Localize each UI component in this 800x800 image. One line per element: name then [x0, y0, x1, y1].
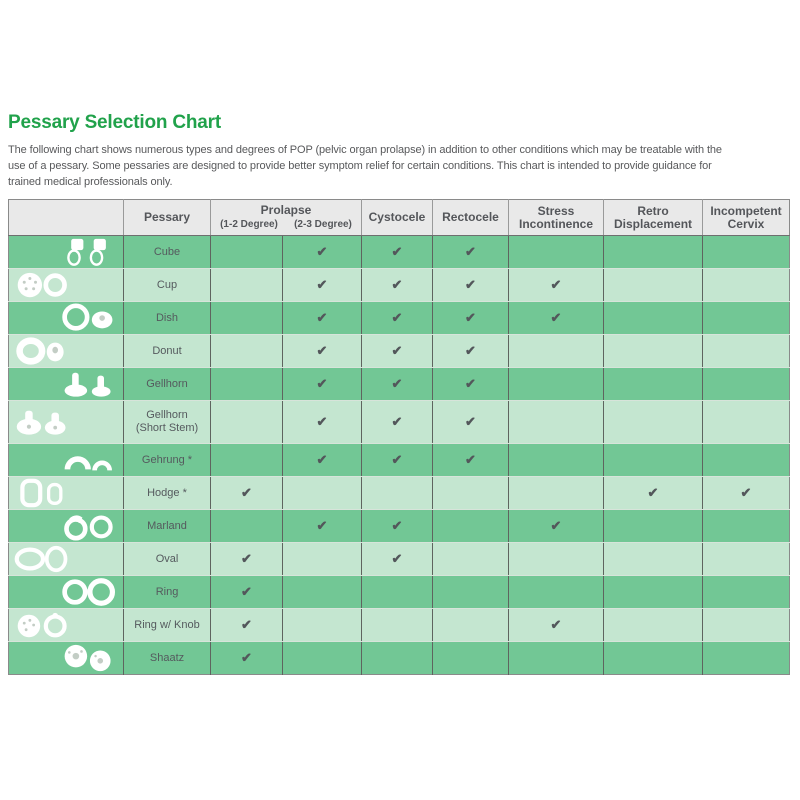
intro-paragraph: [8, 142, 792, 190]
check-cell: ✔: [433, 444, 509, 477]
check-cell: [211, 236, 283, 269]
check-cell: ✔: [433, 368, 509, 401]
check-cell: [703, 236, 790, 269]
check-cell: [604, 269, 703, 302]
header-prolapse-degree-1: (1-2 Degree): [220, 219, 278, 230]
check-cell: [703, 401, 790, 444]
check-cell: [211, 269, 283, 302]
check-cell: ✔: [362, 236, 433, 269]
check-cell: ✔: [283, 302, 362, 335]
oval-pessary-photo: [14, 544, 72, 574]
pessary-name: Marland: [124, 510, 211, 543]
intro-line-1: The following chart shows numerous types and degrees of POP (pelvic organ prolapse) in addition to other conditions which may be treatable with the: [8, 144, 722, 156]
table-row-ring: [9, 576, 790, 609]
pessary-image-cell: [9, 642, 124, 675]
check-cell: [509, 543, 604, 576]
check-cell: ✔: [283, 236, 362, 269]
header-prolapse-label: Prolapse: [260, 203, 312, 217]
check-cell: [283, 576, 362, 609]
check-cell: [604, 609, 703, 642]
pessary-image-cell: [9, 368, 124, 401]
check-cell: [703, 302, 790, 335]
table-row-cube: [9, 236, 790, 269]
header-pessary: Pessary: [124, 200, 211, 236]
check-cell: [362, 642, 433, 675]
check-cell: [509, 576, 604, 609]
check-cell: ✔: [362, 543, 433, 576]
check-cell: [703, 576, 790, 609]
check-cell: [211, 302, 283, 335]
pessary-name: Shaatz: [124, 642, 211, 675]
check-cell: [509, 335, 604, 368]
intro-line-3: trained medical professionals only.: [8, 176, 173, 188]
pessary-image-cell: [9, 269, 124, 302]
pessary-name: Donut: [124, 335, 211, 368]
check-cell: [604, 368, 703, 401]
header-prolapse: [211, 200, 362, 236]
check-cell: [433, 510, 509, 543]
check-cell: [211, 401, 283, 444]
check-cell: ✔: [211, 543, 283, 576]
pessary-selection-table: [8, 199, 790, 675]
table-row-ring-w-knob: [9, 609, 790, 642]
table-row-oval: [9, 543, 790, 576]
header-rectocele: Rectocele: [433, 200, 509, 236]
check-cell: [604, 576, 703, 609]
check-cell: [211, 368, 283, 401]
ring-with-knob-pessary-photo: [14, 610, 72, 640]
pessary-image-cell: [9, 477, 124, 510]
check-cell: ✔: [283, 335, 362, 368]
check-cell: [604, 543, 703, 576]
check-cell: [362, 477, 433, 510]
check-cell: ✔: [509, 269, 604, 302]
shaatz-pessary-photo: [60, 643, 118, 673]
check-cell: [703, 642, 790, 675]
header-prolapse-degree-2: (2-3 Degree): [294, 219, 352, 230]
check-cell: ✔: [362, 302, 433, 335]
check-cell: ✔: [283, 444, 362, 477]
hodge-pessary-photo: [14, 478, 72, 508]
pessary-name: Cup: [124, 269, 211, 302]
ring-pessary-photo: [60, 577, 118, 607]
check-cell: [703, 510, 790, 543]
donut-pessary-photo: [14, 336, 72, 366]
check-cell: [604, 401, 703, 444]
check-cell: [604, 642, 703, 675]
header-image-column: [9, 200, 124, 236]
check-cell: [703, 444, 790, 477]
check-cell: [283, 477, 362, 510]
check-cell: ✔: [283, 269, 362, 302]
check-cell: [509, 642, 604, 675]
check-cell: [211, 510, 283, 543]
pessary-name: Cube: [124, 236, 211, 269]
pessary-name: Gellhorn: [124, 368, 211, 401]
check-cell: ✔: [283, 510, 362, 543]
pessary-name: Gellhorn (Short Stem): [124, 401, 211, 444]
pessary-image-cell: [9, 401, 124, 444]
table-row-gellhorn: [9, 368, 790, 401]
header-incompetent-cervix: Incompetent Cervix: [703, 200, 790, 236]
check-cell: [433, 543, 509, 576]
header-row: [9, 200, 790, 236]
pessary-name: Oval: [124, 543, 211, 576]
check-cell: ✔: [433, 335, 509, 368]
check-cell: [604, 335, 703, 368]
check-cell: ✔: [433, 302, 509, 335]
pessary-image-cell: [9, 576, 124, 609]
check-cell: [604, 302, 703, 335]
check-cell: [211, 335, 283, 368]
table-row-gellhorn-short-stem: [9, 401, 790, 444]
check-cell: ✔: [362, 368, 433, 401]
check-cell: [283, 609, 362, 642]
check-cell: ✔: [509, 510, 604, 543]
gellhorn-short-stem-pessary-photo: [14, 407, 72, 437]
cup-pessary-photo: [14, 270, 72, 300]
pessary-name: Ring w/ Knob: [124, 609, 211, 642]
check-cell: ✔: [283, 401, 362, 444]
check-cell: ✔: [211, 642, 283, 675]
table-row-gehrung: [9, 444, 790, 477]
check-cell: ✔: [362, 444, 433, 477]
check-cell: [509, 401, 604, 444]
check-cell: [604, 444, 703, 477]
check-cell: [604, 236, 703, 269]
check-cell: [703, 543, 790, 576]
gellhorn-pessary-photo: [60, 369, 118, 399]
dish-pessary-photo: [60, 303, 118, 333]
check-cell: ✔: [362, 510, 433, 543]
check-cell: [509, 236, 604, 269]
check-cell: [703, 609, 790, 642]
check-cell: [433, 576, 509, 609]
table-row-marland: [9, 510, 790, 543]
check-cell: ✔: [211, 477, 283, 510]
check-cell: [509, 368, 604, 401]
check-cell: ✔: [509, 609, 604, 642]
pessary-name: Gehrung *: [124, 444, 211, 477]
cube-pessary-photo: [60, 237, 118, 267]
pessary-name: Dish: [124, 302, 211, 335]
check-cell: ✔: [362, 335, 433, 368]
check-cell: ✔: [362, 401, 433, 444]
check-cell: [509, 444, 604, 477]
check-cell: ✔: [509, 302, 604, 335]
pessary-image-cell: [9, 543, 124, 576]
check-cell: [604, 510, 703, 543]
check-cell: [703, 335, 790, 368]
check-cell: [433, 477, 509, 510]
pessary-image-cell: [9, 510, 124, 543]
check-cell: [211, 444, 283, 477]
pessary-name: Hodge *: [124, 477, 211, 510]
check-cell: [433, 609, 509, 642]
pessary-image-cell: [9, 302, 124, 335]
check-cell: ✔: [211, 576, 283, 609]
pessary-image-cell: [9, 609, 124, 642]
check-cell: ✔: [362, 269, 433, 302]
marland-pessary-photo: [60, 511, 118, 541]
check-cell: ✔: [703, 477, 790, 510]
check-cell: [283, 642, 362, 675]
table-row-shaatz: [9, 642, 790, 675]
header-retro-displacement: Retro Displacement: [604, 200, 703, 236]
header-stress-incontinence: Stress Incontinence: [509, 200, 604, 236]
table-row-hodge: [9, 477, 790, 510]
pessary-image-cell: [9, 444, 124, 477]
header-cystocele: Cystocele: [362, 200, 433, 236]
intro-line-2: use of a pessary. Some pessaries are designed to provide better symptom relief for certain conditions. This chart is intended to provide guidance for: [8, 160, 712, 172]
pessary-image-cell: [9, 236, 124, 269]
table-row-dish: [9, 302, 790, 335]
check-cell: ✔: [283, 368, 362, 401]
check-cell: [362, 609, 433, 642]
check-cell: [509, 477, 604, 510]
check-cell: [703, 368, 790, 401]
check-cell: ✔: [604, 477, 703, 510]
page-title: Pessary Selection Chart: [8, 112, 221, 133]
check-cell: ✔: [433, 236, 509, 269]
table-row-cup: [9, 269, 790, 302]
check-cell: ✔: [433, 269, 509, 302]
check-cell: [283, 543, 362, 576]
gehrung-pessary-photo: [60, 445, 118, 475]
table-row-donut: [9, 335, 790, 368]
pessary-name: Ring: [124, 576, 211, 609]
check-cell: [703, 269, 790, 302]
check-cell: [433, 642, 509, 675]
check-cell: ✔: [211, 609, 283, 642]
check-cell: ✔: [433, 401, 509, 444]
pessary-image-cell: [9, 335, 124, 368]
check-cell: [362, 576, 433, 609]
